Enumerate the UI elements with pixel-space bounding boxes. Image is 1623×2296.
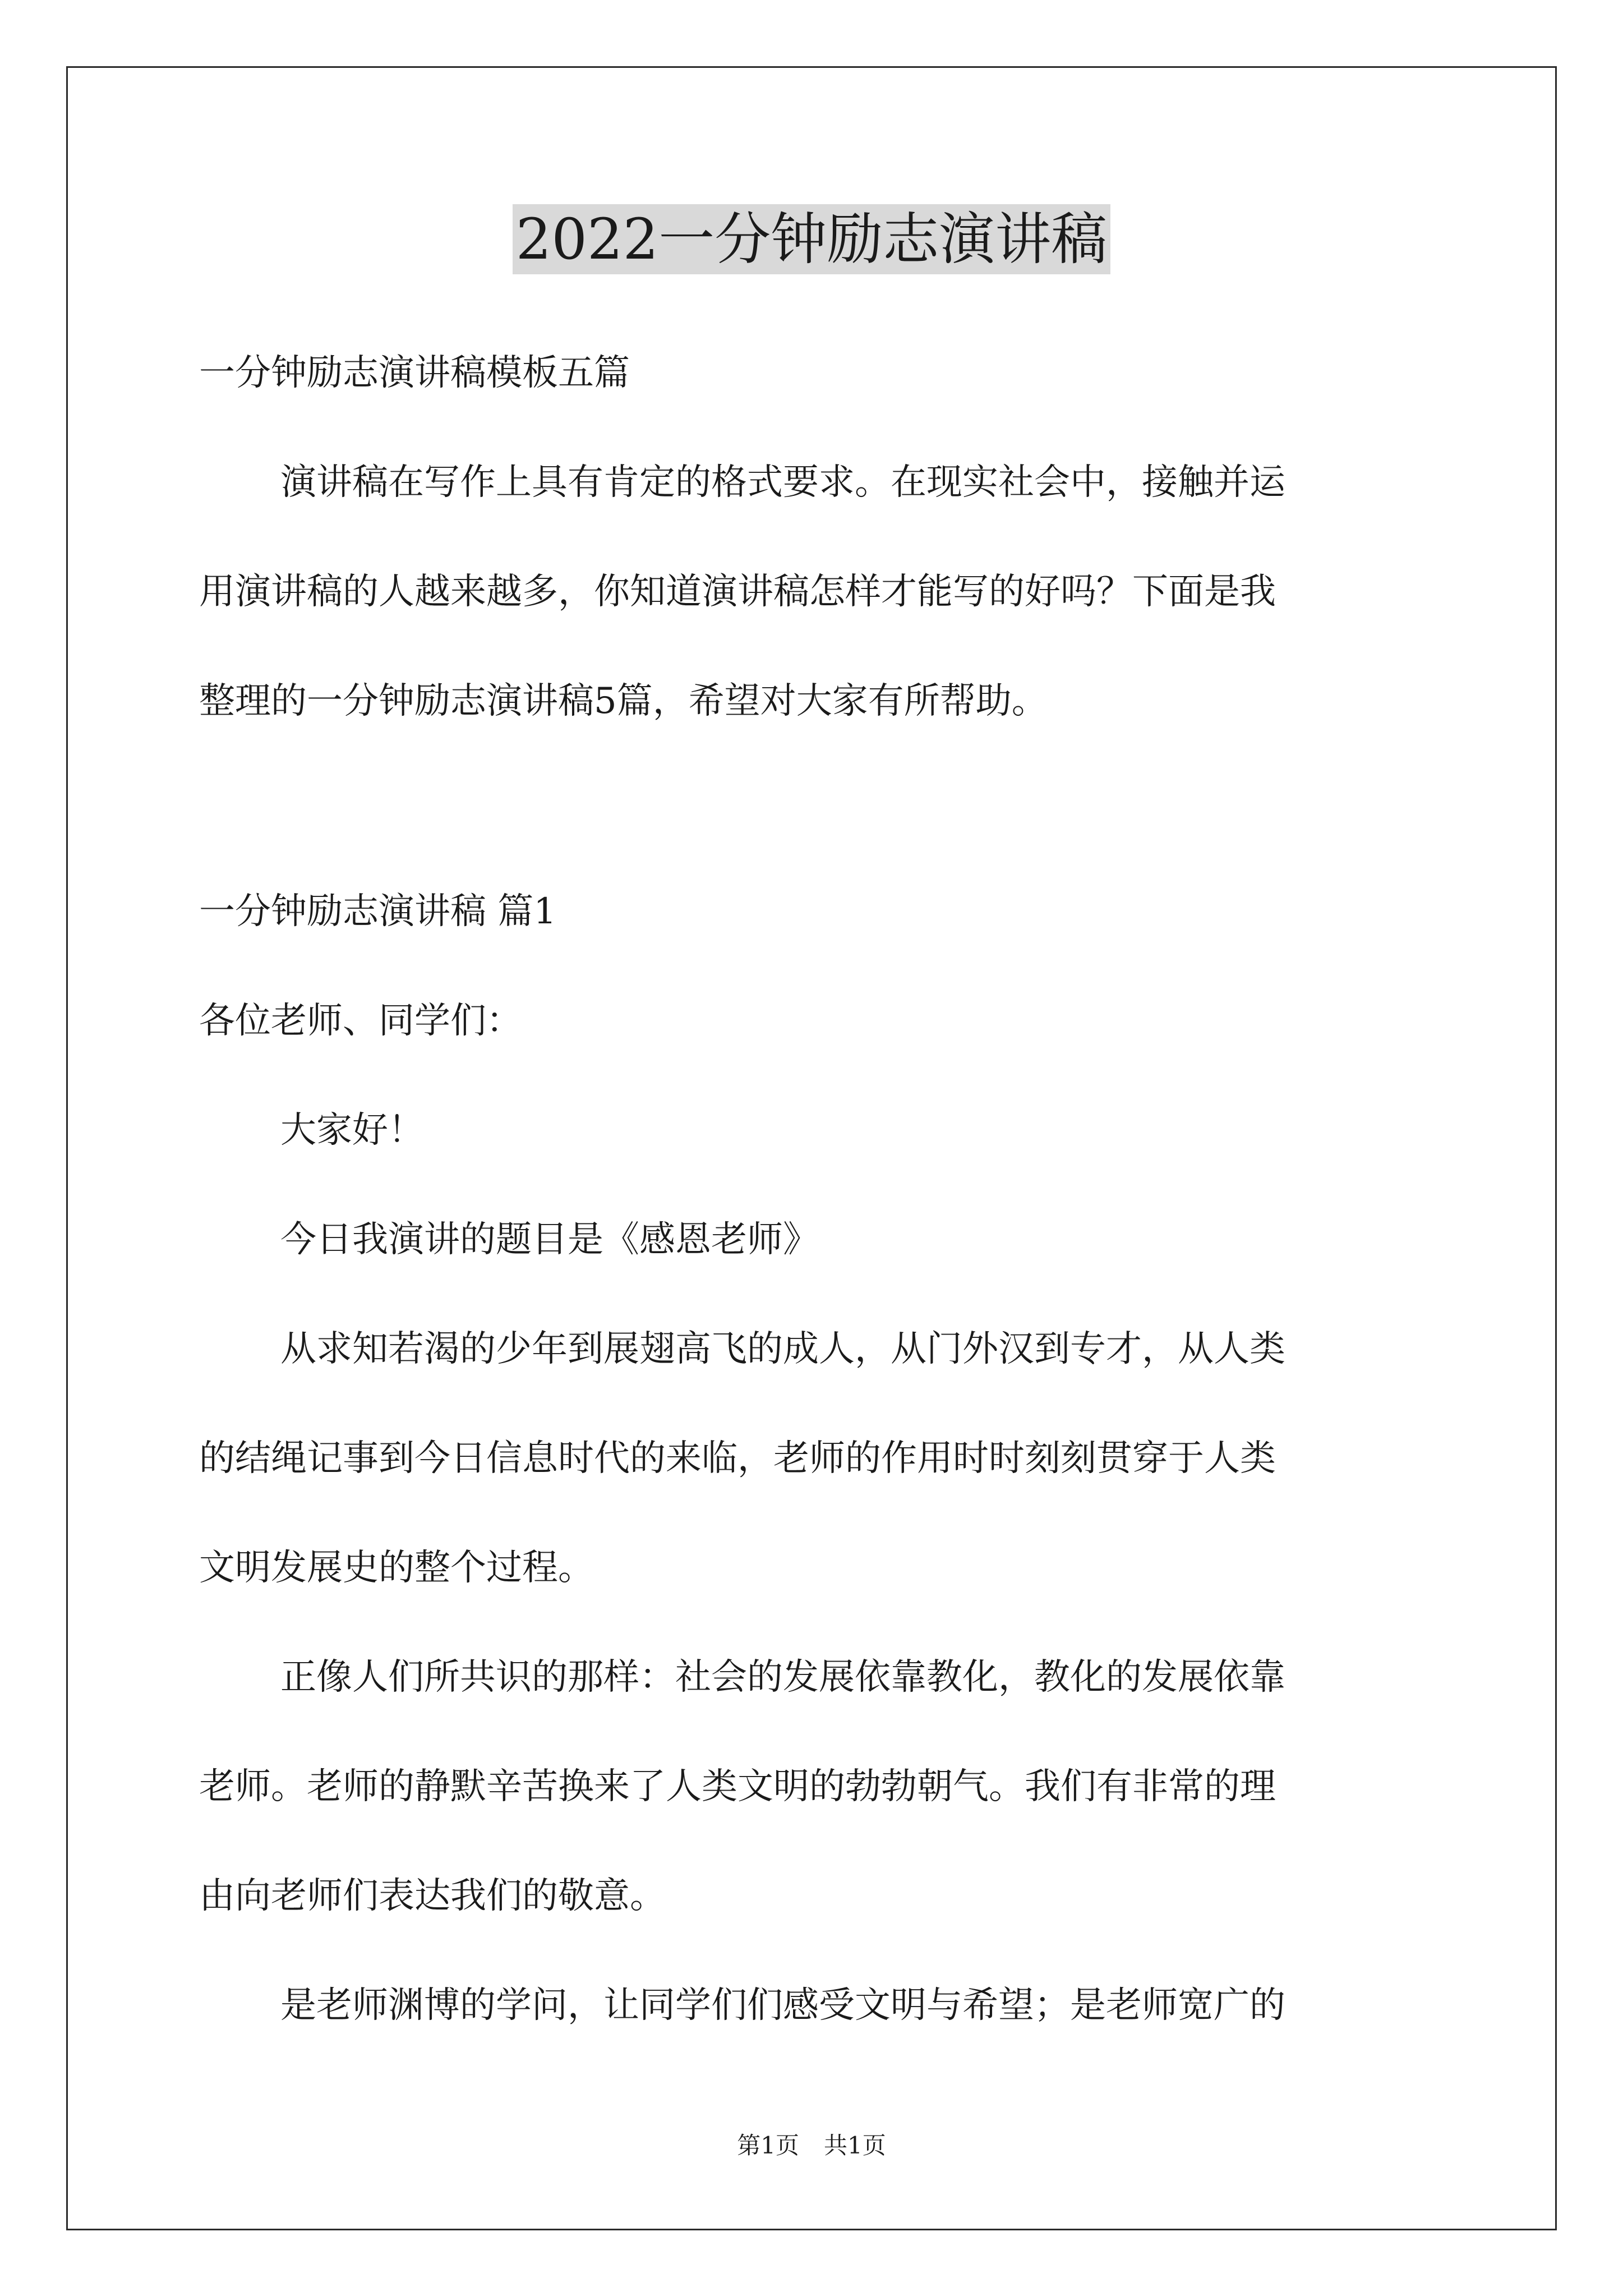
section-heading: 一分钟励志演讲稿 篇1 (199, 891, 557, 932)
paragraph-line: 从求知若渴的少年到展翅高飞的成人，从门外汉到专才，从人类 (280, 1328, 1285, 1370)
paragraph-line: 演讲稿在写作上具有肯定的格式要求。在现实社会中，接触并运 (280, 462, 1285, 503)
paragraph-line: 由向老师们表达我们的敬意。 (199, 1875, 666, 1917)
paragraph-line: 各位老师、同学们： (199, 1000, 522, 1042)
paragraph-line: 老师。老师的静默辛苦换来了人类文明的勃勃朝气。我们有非常的理 (199, 1766, 1276, 1807)
paragraph-line: 大家好！ (280, 1110, 424, 1151)
paragraph-line: 是老师渊博的学问，让同学们们感受文明与希望；是老师宽广的 (280, 1985, 1285, 2026)
paragraph-line: 文明发展史的整个过程。 (199, 1547, 594, 1589)
page-footer (0, 2129, 1623, 2162)
paragraph-line: 今日我演讲的题目是《感恩老师》 (280, 1219, 819, 1260)
document-title (0, 197, 1623, 282)
page-number: 第1页 (737, 2132, 799, 2159)
paragraph-line: 正像人们所共识的那样：社会的发展依靠教化，教化的发展依靠 (280, 1657, 1285, 1698)
section-heading: 一分钟励志演讲稿模板五篇 (199, 352, 630, 394)
paragraph-line: 用演讲稿的人越来越多，你知道演讲稿怎样才能写的好吗？下面是我 (199, 571, 1276, 613)
paragraph-line: 的结绳记事到今日信息时代的来临，老师的作用时时刻刻贯穿于人类 (199, 1438, 1276, 1479)
document-title-text: 2022一分钟励志演讲稿 (513, 204, 1111, 274)
paragraph-line: 整理的一分钟励志演讲稿5篇，希望对大家有所帮助。 (199, 680, 1048, 722)
page-total: 共1页 (824, 2132, 886, 2159)
